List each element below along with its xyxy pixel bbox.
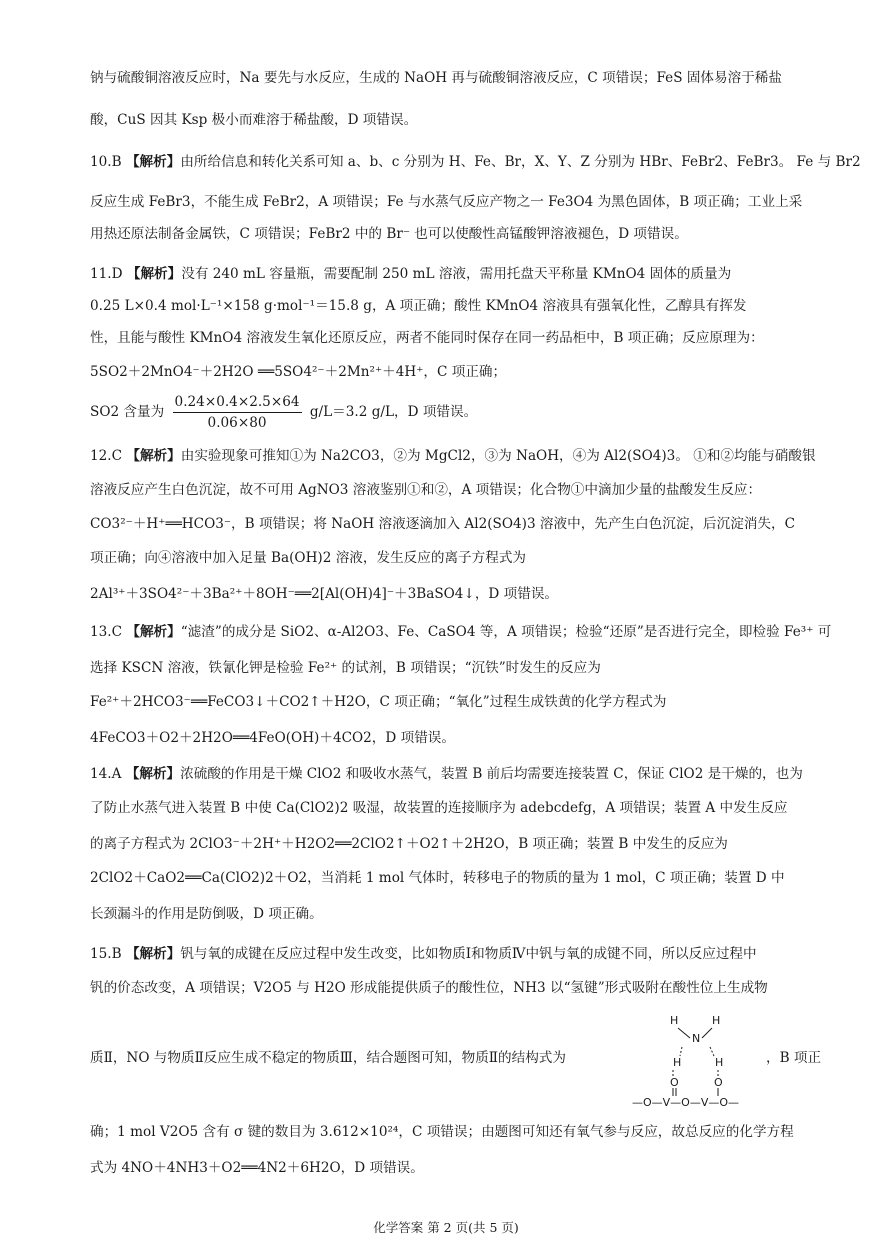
equation-line: Fe²⁺＋2HCO3⁻══FeCO3↓＋CO2↑＋H2O，C 项正确；“氧化”过程生成铁黄的化学方程式为 bbox=[90, 694, 667, 710]
text-line: 确；1 mol V2O5 含有 σ 键的数目为 3.612×10²⁴，C 项错误；由题图可知还有氧气参与反应，故总反应的化学方程 bbox=[90, 1124, 794, 1140]
atom-h: H bbox=[673, 1056, 682, 1069]
answer-text: 没有 240 mL 容量瓶，需要配制 250 mL 溶液，需用托盘天平称量 KMnO4 固体的质量为 bbox=[181, 266, 732, 282]
question-number: 13.C bbox=[90, 624, 123, 640]
atom-o: O bbox=[670, 1076, 679, 1089]
text-line: 钠与硫酸铜溶液反应时，Na 要先与水反应，生成的 NaOH 再与硫酸铜溶液反应，C 项错误；FeS 固体易溶于稀盐 bbox=[90, 70, 782, 86]
text-line: 酸，CuS 因其 Ksp 极小而难溶于稀盐酸，D 项错误。 bbox=[90, 112, 418, 128]
text-line: 溶液反应产生白色沉淀，故不可用 AgNO3 溶液鉴别①和②，A 项错误；化合物①中滴加少量的盐酸发生反应： bbox=[90, 482, 762, 498]
question-15 bbox=[90, 944, 757, 964]
equation-line: 2Al³⁺＋3SO4²⁻＋3Ba²⁺＋8OH⁻══2[Al(OH)4]⁻＋3BaSO4↓，D 项错误。 bbox=[90, 586, 559, 602]
atom-h: H bbox=[670, 1014, 679, 1027]
text-line: 钒的价态改变，A 项错误；V2O5 与 H2O 形成能提供质子的酸性位，NH3 以“氢键”形式吸附在酸性位上生成物 bbox=[90, 980, 768, 996]
text-line: 反应生成 FeBr3，不能生成 FeBr2，A 项错误；Fe 与水蒸气反应产物之一 Fe3O4 为黑色固体，B 项正确；工业上采 bbox=[90, 194, 803, 210]
text-line: 长颈漏斗的作用是防倒吸，D 项正确。 bbox=[90, 906, 323, 922]
text-line: 质Ⅱ，NO 与物质Ⅱ反应生成不稳定的物质Ⅲ，结合题图可知，物质Ⅱ的结构式为 bbox=[90, 1050, 566, 1066]
text-line: 项正确；向④溶液中加入足量 Ba(OH)2 溶液，发生反应的离子方程式为 bbox=[90, 550, 527, 566]
vanadium-chain: —O—V—O—V—O— bbox=[632, 1096, 740, 1109]
answer-text: 钒与氧的成键在反应过程中发生改变，比如物质Ⅰ和物质Ⅳ中钒与氧的成键不同，所以反应过程中 bbox=[180, 946, 757, 962]
text-line: 选择 KSCN 溶液，铁氰化钾是检验 Fe²⁺ 的试剂，B 项错误；“沉铁”时发生的反应为 bbox=[90, 660, 601, 676]
analysis-tag: 【解析】 bbox=[126, 266, 182, 282]
text-line: 性，且能与酸性 KMnO4 溶液发生氧化还原反应，两者不能同时保存在同一药品柜中，B 项正确；反应原理为： bbox=[90, 330, 764, 346]
atom-h: H bbox=[715, 1056, 724, 1069]
question-13 bbox=[90, 622, 831, 642]
fraction-numerator: 0.24×0.4×2.5×64 bbox=[173, 392, 302, 413]
text-line: 2ClO2＋CaO2══Ca(ClO2)2＋O2，当消耗 1 mol 气体时，转移电子的物质的量为 1 mol，C 项正确；装置 D 中 bbox=[90, 870, 785, 886]
fraction-denominator: 0.06×80 bbox=[207, 415, 267, 431]
answer-text: 由实验现象可推知①为 Na2CO3，②为 MgCl2，③为 NaOH，④为 Al2(SO4)3。 ①和②均能与硝酸银 bbox=[180, 448, 816, 464]
analysis-tag: 【解析】 bbox=[125, 946, 181, 962]
so2-label: SO2 含量为 bbox=[90, 404, 165, 420]
question-number: 11.D bbox=[90, 266, 123, 282]
question-number: 15.B bbox=[90, 946, 122, 962]
answer-text: 浓硫酸的作用是干燥 ClO2 和吸收水蒸气，装置 B 前后均需要连接装置 C，保证 ClO2 是干燥的，也为 bbox=[180, 766, 803, 782]
atom-n: N bbox=[692, 1032, 701, 1045]
analysis-tag: 【解析】 bbox=[125, 154, 181, 170]
analysis-tag: 【解析】 bbox=[126, 448, 181, 464]
question-11 bbox=[90, 264, 731, 284]
equation-line: 5SO2＋2MnO4⁻＋2H2O ══5SO4²⁻＋2Mn²⁺＋4H⁺，C 项正确； bbox=[90, 364, 507, 380]
question-number: 14.A bbox=[90, 766, 122, 782]
text-line: 用热还原法制备金属铁，C 项错误；FeBr2 中的 Br⁻ 也可以使酸性高锰酸钾溶液褪色，D 项错误。 bbox=[90, 226, 688, 242]
text-line: 0.25 L×0.4 mol·L⁻¹×158 g·mol⁻¹＝15.8 g，A 项正确；酸性 KMnO4 溶液具有强氧化性，乙醇具有挥发 bbox=[90, 298, 747, 314]
equation-line: 4FeCO3＋O2＋2H2O══4FeO(OH)＋4CO2，D 项错误。 bbox=[90, 730, 455, 746]
question-12 bbox=[90, 446, 816, 466]
text-line: 了防止水蒸气进入装置 B 中使 Ca(ClO2)2 吸湿，故装置的连接顺序为 adebcdefg，A 项错误；装置 A 中发生反应 bbox=[90, 800, 788, 816]
text-line-tail: ，B 项正 bbox=[766, 1050, 822, 1066]
text-line: 的离子方程式为 2ClO3⁻＋2H⁺＋H2O2══2ClO2↑＋O2↑＋2H2O，B 项正确；装置 B 中发生的反应为 bbox=[90, 836, 728, 852]
question-10 bbox=[90, 152, 861, 172]
so2-content-line bbox=[90, 392, 477, 433]
atom-h: H bbox=[712, 1014, 721, 1027]
structure-formula bbox=[632, 1014, 762, 1110]
page-footer: 化学答案 第 2 页(共 5 页) bbox=[373, 1220, 519, 1235]
question-14 bbox=[90, 764, 803, 784]
fraction bbox=[173, 392, 302, 433]
atom-o: O bbox=[714, 1076, 723, 1089]
equation-line: 式为 4NO＋4NH3＋O2══4N2＋6H2O，D 项错误。 bbox=[90, 1160, 424, 1176]
analysis-tag: 【解析】 bbox=[125, 766, 181, 782]
text-line: CO3²⁻＋H⁺══HCO3⁻，B 项错误；将 NaOH 溶液逐滴加入 Al2(SO4)3 溶液中，先产生白色沉淀，后沉淀消失，C bbox=[90, 516, 796, 532]
question-number: 10.B bbox=[90, 154, 122, 170]
answer-text: 由所给信息和转化关系可知 a、b、c 分别为 H、Fe、Br，X、Y、Z 分别为 HBr、FeBr2、FeBr3。 Fe 与 Br2 bbox=[180, 154, 861, 170]
answer-text: “滤渣”的成分是 SiO2、α-Al2O3、Fe、CaSO4 等，A 项错误；检验“还原”是否进行完全，即检验 Fe³⁺ 可 bbox=[180, 624, 832, 640]
so2-tail: g/L＝3.2 g/L，D 项错误。 bbox=[309, 404, 478, 420]
question-number: 12.C bbox=[90, 448, 123, 464]
analysis-tag: 【解析】 bbox=[126, 624, 181, 640]
